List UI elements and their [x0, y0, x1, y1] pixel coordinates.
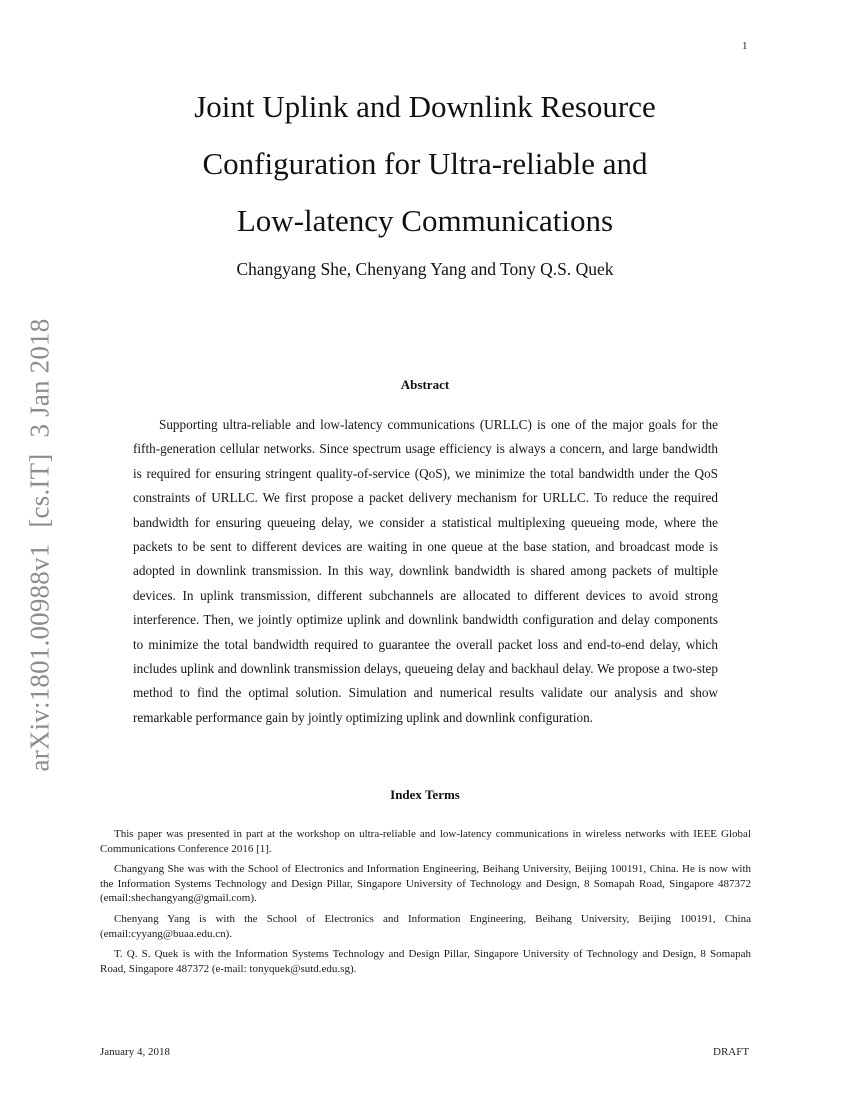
footnote-author-she: Changyang She was with the School of Electronics and Information Engineering, Beihang University, Beijing 100191, China. He is now with the Information Systems Technology and Design Pillar, Singapore University of Technology and Design, 8 Somapah Road, Singapore 487372 (email:shechangyang@gmail.com). — [100, 863, 751, 905]
footnote-conference: This paper was presented in part at the workshop on ultra-reliable and low-latency communications in wireless networks with IEEE Global Communications Conference 2016 [1]. — [100, 828, 751, 855]
footnotes — [100, 827, 751, 982]
abstract-text: Supporting ultra-reliable and low-latency communications (URLLC) is one of the major goals for the fifth-generation cellular networks. Since spectrum usage efficiency is always a concern, and large bandwidth is required for ensuring stringent quality-of-service (QoS), we minimize the total bandwidth under the QoS constraints of URLLC. We first propose a packet delivery mechanism for URLLC. To reduce the required bandwidth for ensuring queueing delay, we consider a statistical multiplexing queueing mode, where the packets to be sent to different devices are waiting in one queue at the base station, and broadcast mode is adopted in downlink transmission. In this way, downlink bandwidth is shared among packets of multiple devices. In uplink transmission, different subchannels are allocated to different devices to avoid strong interference. Then, we jointly optimize uplink and downlink bandwidth configuration and delay components to minimize the total bandwidth required to guarantee the overall packet loss and end-to-end delay, which includes uplink and downlink transmission delays, queueing delay and backhaul delay. We propose a two-step method to find the optimal solution. Simulation and numerical results validate our analysis and show remarkable performance gain by jointly optimizing uplink and downlink configuration. — [133, 417, 718, 725]
paper-title — [0, 78, 850, 249]
title-line-1: Joint Uplink and Downlink Resource — [194, 89, 656, 124]
arxiv-date: 3 Jan 2018 — [24, 318, 55, 438]
arxiv-id: arXiv:1801.00988v1 — [24, 543, 55, 772]
title-line-3: Low-latency Communications — [236, 203, 614, 238]
index-terms-heading: Index Terms — [390, 787, 460, 802]
abstract-heading: Abstract — [400, 377, 450, 392]
arxiv-category: [cs.IT] — [24, 453, 55, 528]
title-line-2: Configuration for Ultra-reliable and — [202, 146, 648, 181]
footer-draft-label: DRAFT — [713, 1046, 750, 1058]
footer-date: January 4, 2018 — [100, 1046, 170, 1058]
author-list: Changyang She, Chenyang Yang and Tony Q.S. Quek — [236, 259, 614, 279]
footnote-author-yang: Chenyang Yang is with the School of Electronics and Information Engineering, Beihang University, Beijing 100191, China (email:cyyang@buaa.edu.cn). — [100, 912, 751, 940]
footnote-author-quek: T. Q. S. Quek is with the Information Systems Technology and Design Pillar, Singapore University of Technology and Design, 8 Somapah Road, Singapore 487372 (e-mail: tonyquek@sutd.edu.sg). — [100, 948, 751, 975]
page-number: 1 — [742, 40, 748, 52]
